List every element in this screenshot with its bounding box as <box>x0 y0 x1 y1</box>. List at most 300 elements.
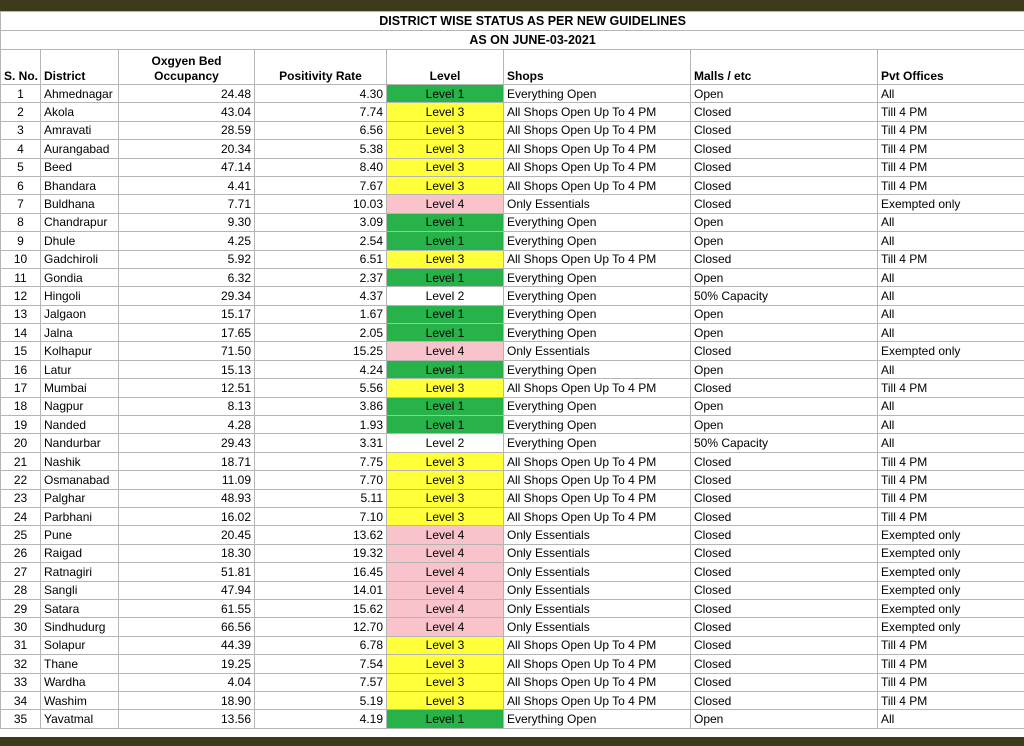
cell-oxygen[interactable]: 4.41 <box>119 176 255 194</box>
cell-oxygen[interactable]: 18.71 <box>119 452 255 470</box>
cell-shops[interactable]: All Shops Open Up To 4 PM <box>504 250 691 268</box>
cell-oxygen[interactable]: 8.13 <box>119 397 255 415</box>
header-malls[interactable]: Malls / etc <box>691 50 878 85</box>
cell-shops[interactable]: Everything Open <box>504 305 691 323</box>
cell-malls[interactable]: Closed <box>691 471 878 489</box>
cell-level[interactable]: Level 1 <box>387 268 504 286</box>
cell-district[interactable]: Hingoli <box>41 287 119 305</box>
cell-district[interactable]: Jalna <box>41 324 119 342</box>
cell-sno[interactable]: 13 <box>1 305 41 323</box>
cell-shops[interactable]: Only Essentials <box>504 618 691 636</box>
cell-sno[interactable]: 21 <box>1 452 41 470</box>
cell-sno[interactable]: 4 <box>1 140 41 158</box>
cell-sno[interactable]: 17 <box>1 379 41 397</box>
cell-district[interactable]: Gadchiroli <box>41 250 119 268</box>
cell-district[interactable]: Aurangabad <box>41 140 119 158</box>
cell-offices[interactable]: Till 4 PM <box>878 673 1024 691</box>
cell-district[interactable]: Palghar <box>41 489 119 507</box>
cell-positivity[interactable]: 8.40 <box>255 158 387 176</box>
cell-level[interactable]: Level 3 <box>387 379 504 397</box>
table-row <box>1 636 1024 654</box>
cell-level[interactable]: Level 4 <box>387 599 504 617</box>
cell-level[interactable]: Level 3 <box>387 471 504 489</box>
cell-sno[interactable]: 34 <box>1 691 41 709</box>
cell-malls[interactable]: Closed <box>691 140 878 158</box>
cell-sno[interactable]: 35 <box>1 710 41 728</box>
cell-offices[interactable]: Till 4 PM <box>878 250 1024 268</box>
cell-positivity[interactable]: 12.70 <box>255 618 387 636</box>
cell-oxygen[interactable]: 15.13 <box>119 360 255 378</box>
cell-positivity[interactable]: 7.75 <box>255 452 387 470</box>
cell-offices[interactable]: Till 4 PM <box>878 655 1024 673</box>
cell-offices[interactable]: All <box>878 710 1024 728</box>
cell-district[interactable]: Pune <box>41 526 119 544</box>
table-body <box>1 85 1024 729</box>
cell-malls[interactable]: Closed <box>691 691 878 709</box>
cell-district[interactable]: Parbhani <box>41 507 119 525</box>
cell-district[interactable]: Satara <box>41 599 119 617</box>
cell-shops[interactable]: Only Essentials <box>504 563 691 581</box>
cell-district[interactable]: Solapur <box>41 636 119 654</box>
cell-level[interactable]: Level 4 <box>387 544 504 562</box>
cell-malls[interactable]: Closed <box>691 563 878 581</box>
cell-shops[interactable]: Everything Open <box>504 213 691 231</box>
cell-sno[interactable]: 12 <box>1 287 41 305</box>
cell-shops[interactable]: Everything Open <box>504 360 691 378</box>
cell-malls[interactable]: Open <box>691 397 878 415</box>
cell-offices[interactable]: Till 4 PM <box>878 507 1024 525</box>
cell-oxygen[interactable]: 20.34 <box>119 140 255 158</box>
cell-offices[interactable]: All <box>878 324 1024 342</box>
cell-malls[interactable]: Open <box>691 232 878 250</box>
cell-malls[interactable]: 50% Capacity <box>691 434 878 452</box>
cell-shops[interactable]: Everything Open <box>504 710 691 728</box>
cell-district[interactable]: Nanded <box>41 416 119 434</box>
cell-district[interactable]: Buldhana <box>41 195 119 213</box>
cell-shops[interactable]: Only Essentials <box>504 195 691 213</box>
cell-offices[interactable]: Till 4 PM <box>878 140 1024 158</box>
cell-shops[interactable]: All Shops Open Up To 4 PM <box>504 121 691 139</box>
cell-sno[interactable]: 30 <box>1 618 41 636</box>
cell-oxygen[interactable]: 18.30 <box>119 544 255 562</box>
cell-shops[interactable]: All Shops Open Up To 4 PM <box>504 507 691 525</box>
cell-oxygen[interactable]: 43.04 <box>119 103 255 121</box>
cell-positivity[interactable]: 7.10 <box>255 507 387 525</box>
cell-shops[interactable]: All Shops Open Up To 4 PM <box>504 489 691 507</box>
cell-positivity[interactable]: 15.25 <box>255 342 387 360</box>
cell-sno[interactable]: 25 <box>1 526 41 544</box>
cell-level[interactable]: Level 4 <box>387 618 504 636</box>
cell-offices[interactable]: All <box>878 416 1024 434</box>
cell-malls[interactable]: Closed <box>691 379 878 397</box>
cell-positivity[interactable]: 13.62 <box>255 526 387 544</box>
cell-offices[interactable]: All <box>878 232 1024 250</box>
cell-district[interactable]: Dhule <box>41 232 119 250</box>
cell-district[interactable]: Nandurbar <box>41 434 119 452</box>
table-row <box>1 655 1024 673</box>
cell-district[interactable]: Mumbai <box>41 379 119 397</box>
cell-level[interactable]: Level 3 <box>387 103 504 121</box>
cell-oxygen[interactable]: 13.56 <box>119 710 255 728</box>
cell-sno[interactable]: 31 <box>1 636 41 654</box>
cell-sno[interactable]: 8 <box>1 213 41 231</box>
cell-shops[interactable]: All Shops Open Up To 4 PM <box>504 673 691 691</box>
cell-offices[interactable]: Till 4 PM <box>878 471 1024 489</box>
cell-shops[interactable]: All Shops Open Up To 4 PM <box>504 636 691 654</box>
cell-sno[interactable]: 24 <box>1 507 41 525</box>
cell-district[interactable]: Ahmednagar <box>41 85 119 103</box>
cell-positivity[interactable]: 2.37 <box>255 268 387 286</box>
cell-shops[interactable]: All Shops Open Up To 4 PM <box>504 452 691 470</box>
header-oxygen[interactable] <box>119 50 255 85</box>
cell-district[interactable]: Washim <box>41 691 119 709</box>
cell-oxygen[interactable]: 44.39 <box>119 636 255 654</box>
cell-oxygen[interactable]: 28.59 <box>119 121 255 139</box>
cell-district[interactable]: Wardha <box>41 673 119 691</box>
cell-level[interactable]: Level 4 <box>387 195 504 213</box>
cell-positivity[interactable]: 7.70 <box>255 471 387 489</box>
cell-oxygen[interactable]: 15.17 <box>119 305 255 323</box>
cell-shops[interactable]: Everything Open <box>504 287 691 305</box>
cell-level[interactable]: Level 3 <box>387 655 504 673</box>
cell-level[interactable]: Level 1 <box>387 305 504 323</box>
cell-oxygen[interactable]: 71.50 <box>119 342 255 360</box>
cell-level[interactable]: Level 2 <box>387 287 504 305</box>
cell-district[interactable]: Osmanabad <box>41 471 119 489</box>
cell-malls[interactable]: 50% Capacity <box>691 287 878 305</box>
cell-level[interactable]: Level 3 <box>387 158 504 176</box>
table-row <box>1 507 1024 525</box>
cell-district[interactable]: Akola <box>41 103 119 121</box>
cell-district[interactable]: Yavatmal <box>41 710 119 728</box>
cell-positivity[interactable]: 4.19 <box>255 710 387 728</box>
cell-sno[interactable]: 19 <box>1 416 41 434</box>
table-row <box>1 379 1024 397</box>
cell-oxygen[interactable]: 4.25 <box>119 232 255 250</box>
cell-level[interactable]: Level 4 <box>387 342 504 360</box>
cell-shops[interactable]: Only Essentials <box>504 342 691 360</box>
cell-district[interactable]: Raigad <box>41 544 119 562</box>
cell-oxygen[interactable]: 29.43 <box>119 434 255 452</box>
header-positivity[interactable]: Positivity Rate <box>255 50 387 85</box>
cell-sno[interactable]: 28 <box>1 581 41 599</box>
cell-oxygen[interactable]: 24.48 <box>119 85 255 103</box>
cell-level[interactable]: Level 3 <box>387 250 504 268</box>
cell-offices[interactable]: All <box>878 305 1024 323</box>
cell-malls[interactable]: Open <box>691 213 878 231</box>
cell-level[interactable]: Level 1 <box>387 710 504 728</box>
cell-sno[interactable]: 22 <box>1 471 41 489</box>
cell-oxygen[interactable]: 51.81 <box>119 563 255 581</box>
cell-oxygen[interactable]: 61.55 <box>119 599 255 617</box>
cell-offices[interactable]: All <box>878 434 1024 452</box>
cell-positivity[interactable]: 7.57 <box>255 673 387 691</box>
cell-oxygen[interactable]: 47.94 <box>119 581 255 599</box>
cell-malls[interactable]: Open <box>691 268 878 286</box>
cell-shops[interactable]: All Shops Open Up To 4 PM <box>504 103 691 121</box>
cell-positivity[interactable]: 3.86 <box>255 397 387 415</box>
cell-positivity[interactable]: 1.93 <box>255 416 387 434</box>
cell-oxygen[interactable]: 12.51 <box>119 379 255 397</box>
cell-level[interactable]: Level 3 <box>387 140 504 158</box>
cell-shops[interactable]: All Shops Open Up To 4 PM <box>504 176 691 194</box>
cell-level[interactable]: Level 4 <box>387 526 504 544</box>
cell-offices[interactable]: All <box>878 360 1024 378</box>
cell-malls[interactable]: Closed <box>691 544 878 562</box>
cell-sno[interactable]: 7 <box>1 195 41 213</box>
cell-offices[interactable]: Till 4 PM <box>878 489 1024 507</box>
cell-shops[interactable]: Only Essentials <box>504 599 691 617</box>
cell-sno[interactable]: 2 <box>1 103 41 121</box>
cell-malls[interactable]: Closed <box>691 176 878 194</box>
cell-offices[interactable]: Till 4 PM <box>878 121 1024 139</box>
cell-malls[interactable]: Closed <box>691 195 878 213</box>
cell-shops[interactable]: Everything Open <box>504 232 691 250</box>
cell-offices[interactable]: Exempted only <box>878 618 1024 636</box>
header-shops[interactable]: Shops <box>504 50 691 85</box>
cell-shops[interactable]: Only Essentials <box>504 526 691 544</box>
cell-offices[interactable]: Till 4 PM <box>878 691 1024 709</box>
header-level[interactable]: Level <box>387 50 504 85</box>
cell-offices[interactable]: Till 4 PM <box>878 452 1024 470</box>
cell-level[interactable]: Level 2 <box>387 434 504 452</box>
cell-sno[interactable]: 1 <box>1 85 41 103</box>
cell-level[interactable]: Level 1 <box>387 397 504 415</box>
cell-shops[interactable]: All Shops Open Up To 4 PM <box>504 379 691 397</box>
cell-level[interactable]: Level 1 <box>387 213 504 231</box>
cell-positivity[interactable]: 2.05 <box>255 324 387 342</box>
cell-offices[interactable]: Exempted only <box>878 599 1024 617</box>
cell-malls[interactable]: Closed <box>691 581 878 599</box>
cell-malls[interactable]: Closed <box>691 673 878 691</box>
cell-level[interactable]: Level 3 <box>387 636 504 654</box>
cell-positivity[interactable]: 7.74 <box>255 103 387 121</box>
cell-oxygen[interactable]: 20.45 <box>119 526 255 544</box>
cell-level[interactable]: Level 1 <box>387 324 504 342</box>
cell-positivity[interactable]: 5.11 <box>255 489 387 507</box>
cell-offices[interactable]: All <box>878 287 1024 305</box>
cell-sno[interactable]: 15 <box>1 342 41 360</box>
cell-shops[interactable]: Everything Open <box>504 324 691 342</box>
cell-malls[interactable]: Open <box>691 416 878 434</box>
cell-oxygen[interactable]: 7.71 <box>119 195 255 213</box>
cell-district[interactable]: Bhandara <box>41 176 119 194</box>
cell-offices[interactable]: Till 4 PM <box>878 176 1024 194</box>
cell-oxygen[interactable]: 48.93 <box>119 489 255 507</box>
cell-oxygen[interactable]: 11.09 <box>119 471 255 489</box>
cell-positivity[interactable]: 5.56 <box>255 379 387 397</box>
cell-oxygen[interactable]: 19.25 <box>119 655 255 673</box>
cell-shops[interactable]: All Shops Open Up To 4 PM <box>504 158 691 176</box>
cell-oxygen[interactable]: 5.92 <box>119 250 255 268</box>
header-district[interactable]: District <box>41 50 119 85</box>
cell-oxygen[interactable]: 9.30 <box>119 213 255 231</box>
cell-district[interactable]: Beed <box>41 158 119 176</box>
cell-malls[interactable]: Closed <box>691 489 878 507</box>
cell-district[interactable]: Latur <box>41 360 119 378</box>
cell-oxygen[interactable]: 16.02 <box>119 507 255 525</box>
cell-district[interactable]: Nagpur <box>41 397 119 415</box>
cell-district[interactable]: Gondia <box>41 268 119 286</box>
cell-district[interactable]: Thane <box>41 655 119 673</box>
cell-malls[interactable]: Open <box>691 305 878 323</box>
cell-shops[interactable]: Everything Open <box>504 397 691 415</box>
cell-shops[interactable]: All Shops Open Up To 4 PM <box>504 471 691 489</box>
cell-positivity[interactable]: 16.45 <box>255 563 387 581</box>
cell-positivity[interactable]: 19.32 <box>255 544 387 562</box>
cell-positivity[interactable]: 7.67 <box>255 176 387 194</box>
cell-offices[interactable]: Exempted only <box>878 526 1024 544</box>
cell-malls[interactable]: Closed <box>691 342 878 360</box>
cell-offices[interactable]: Exempted only <box>878 195 1024 213</box>
cell-positivity[interactable]: 10.03 <box>255 195 387 213</box>
cell-positivity[interactable]: 6.51 <box>255 250 387 268</box>
cell-sno[interactable]: 32 <box>1 655 41 673</box>
cell-oxygen[interactable]: 17.65 <box>119 324 255 342</box>
table-row <box>1 213 1024 231</box>
cell-positivity[interactable]: 6.78 <box>255 636 387 654</box>
cell-level[interactable]: Level 3 <box>387 489 504 507</box>
cell-offices[interactable]: Exempted only <box>878 563 1024 581</box>
cell-oxygen[interactable]: 4.04 <box>119 673 255 691</box>
cell-shops[interactable]: All Shops Open Up To 4 PM <box>504 655 691 673</box>
cell-district[interactable]: Nashik <box>41 452 119 470</box>
cell-positivity[interactable]: 2.54 <box>255 232 387 250</box>
header-offices[interactable]: Pvt Offices <box>878 50 1024 85</box>
cell-level[interactable]: Level 1 <box>387 360 504 378</box>
cell-district[interactable]: Sangli <box>41 581 119 599</box>
cell-district[interactable]: Ratnagiri <box>41 563 119 581</box>
cell-sno[interactable]: 20 <box>1 434 41 452</box>
cell-sno[interactable]: 18 <box>1 397 41 415</box>
cell-sno[interactable]: 6 <box>1 176 41 194</box>
cell-malls[interactable]: Closed <box>691 507 878 525</box>
cell-malls[interactable]: Open <box>691 324 878 342</box>
cell-sno[interactable]: 11 <box>1 268 41 286</box>
cell-oxygen[interactable]: 29.34 <box>119 287 255 305</box>
cell-positivity[interactable]: 15.62 <box>255 599 387 617</box>
cell-shops[interactable]: Everything Open <box>504 434 691 452</box>
cell-shops[interactable]: Everything Open <box>504 85 691 103</box>
cell-malls[interactable]: Open <box>691 360 878 378</box>
cell-level[interactable]: Level 3 <box>387 507 504 525</box>
cell-district[interactable]: Sindhudurg <box>41 618 119 636</box>
cell-offices[interactable]: Exempted only <box>878 544 1024 562</box>
cell-district[interactable]: Chandrapur <box>41 213 119 231</box>
cell-level[interactable]: Level 3 <box>387 176 504 194</box>
cell-level[interactable]: Level 4 <box>387 581 504 599</box>
cell-shops[interactable]: All Shops Open Up To 4 PM <box>504 140 691 158</box>
cell-positivity[interactable]: 4.30 <box>255 85 387 103</box>
cell-positivity[interactable]: 3.31 <box>255 434 387 452</box>
table-row <box>1 342 1024 360</box>
cell-malls[interactable]: Closed <box>691 599 878 617</box>
cell-malls[interactable]: Closed <box>691 655 878 673</box>
cell-sno[interactable]: 26 <box>1 544 41 562</box>
table-row <box>1 397 1024 415</box>
cell-sno[interactable]: 27 <box>1 563 41 581</box>
cell-sno[interactable]: 14 <box>1 324 41 342</box>
cell-shops[interactable]: Everything Open <box>504 268 691 286</box>
cell-shops[interactable]: Only Essentials <box>504 581 691 599</box>
cell-malls[interactable]: Closed <box>691 526 878 544</box>
cell-positivity[interactable]: 4.37 <box>255 287 387 305</box>
cell-positivity[interactable]: 5.19 <box>255 691 387 709</box>
cell-oxygen[interactable]: 6.32 <box>119 268 255 286</box>
cell-sno[interactable]: 10 <box>1 250 41 268</box>
cell-malls[interactable]: Open <box>691 85 878 103</box>
cell-positivity[interactable]: 4.24 <box>255 360 387 378</box>
cell-sno[interactable]: 23 <box>1 489 41 507</box>
cell-shops[interactable]: Only Essentials <box>504 544 691 562</box>
cell-offices[interactable]: All <box>878 85 1024 103</box>
cell-level[interactable]: Level 3 <box>387 452 504 470</box>
cell-level[interactable]: Level 1 <box>387 85 504 103</box>
cell-malls[interactable]: Closed <box>691 103 878 121</box>
cell-level[interactable]: Level 4 <box>387 563 504 581</box>
cell-district[interactable]: Kolhapur <box>41 342 119 360</box>
cell-positivity[interactable]: 3.09 <box>255 213 387 231</box>
cell-shops[interactable]: All Shops Open Up To 4 PM <box>504 691 691 709</box>
cell-malls[interactable]: Open <box>691 710 878 728</box>
cell-level[interactable]: Level 3 <box>387 673 504 691</box>
title-row <box>1 12 1024 31</box>
cell-offices[interactable]: Till 4 PM <box>878 379 1024 397</box>
cell-shops[interactable]: Everything Open <box>504 416 691 434</box>
cell-oxygen[interactable]: 47.14 <box>119 158 255 176</box>
cell-malls[interactable]: Closed <box>691 452 878 470</box>
cell-positivity[interactable]: 6.56 <box>255 121 387 139</box>
cell-sno[interactable]: 16 <box>1 360 41 378</box>
cell-level[interactable]: Level 1 <box>387 232 504 250</box>
cell-offices[interactable]: Till 4 PM <box>878 158 1024 176</box>
cell-sno[interactable]: 9 <box>1 232 41 250</box>
cell-positivity[interactable]: 5.38 <box>255 140 387 158</box>
cell-offices[interactable]: Exempted only <box>878 342 1024 360</box>
cell-oxygen[interactable]: 66.56 <box>119 618 255 636</box>
cell-offices[interactable]: All <box>878 268 1024 286</box>
cell-offices[interactable]: All <box>878 397 1024 415</box>
cell-malls[interactable]: Closed <box>691 158 878 176</box>
table-row <box>1 287 1024 305</box>
cell-malls[interactable]: Closed <box>691 636 878 654</box>
cell-offices[interactable]: Exempted only <box>878 581 1024 599</box>
cell-positivity[interactable]: 14.01 <box>255 581 387 599</box>
cell-level[interactable]: Level 3 <box>387 691 504 709</box>
cell-offices[interactable]: All <box>878 213 1024 231</box>
cell-positivity[interactable]: 1.67 <box>255 305 387 323</box>
cell-oxygen[interactable]: 4.28 <box>119 416 255 434</box>
cell-sno[interactable]: 5 <box>1 158 41 176</box>
cell-sno[interactable]: 3 <box>1 121 41 139</box>
table-row <box>1 121 1024 139</box>
cell-sno[interactable]: 29 <box>1 599 41 617</box>
cell-offices[interactable]: Till 4 PM <box>878 103 1024 121</box>
cell-level[interactable]: Level 1 <box>387 416 504 434</box>
cell-district[interactable]: Amravati <box>41 121 119 139</box>
cell-level[interactable]: Level 3 <box>387 121 504 139</box>
cell-malls[interactable]: Closed <box>691 250 878 268</box>
table-row <box>1 195 1024 213</box>
cell-malls[interactable]: Closed <box>691 618 878 636</box>
cell-district[interactable]: Jalgaon <box>41 305 119 323</box>
cell-oxygen[interactable]: 18.90 <box>119 691 255 709</box>
header-sno[interactable]: S. No. <box>1 50 41 85</box>
cell-positivity[interactable]: 7.54 <box>255 655 387 673</box>
cell-malls[interactable]: Closed <box>691 121 878 139</box>
cell-offices[interactable]: Till 4 PM <box>878 636 1024 654</box>
cell-sno[interactable]: 33 <box>1 673 41 691</box>
